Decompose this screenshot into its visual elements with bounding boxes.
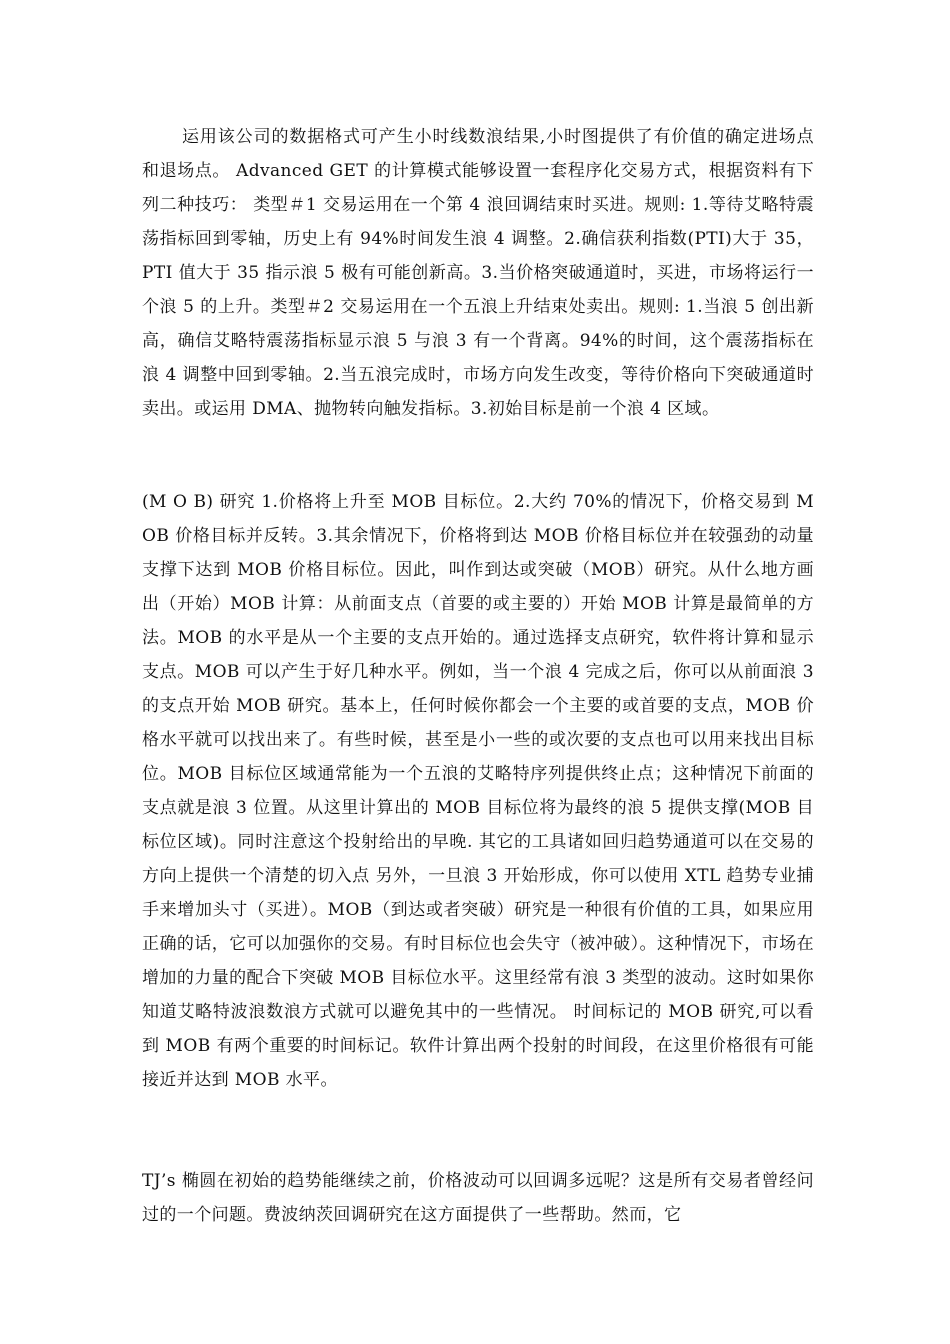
paragraph-mob-study: (M O B) 研究 1.价格将上升至 MOB 目标位。2.大约 70%的情况下，价格交易到 MOB 价格目标并反转。3.其余情况下，价格将到达 MOB 价格目标位并在较强劲的动量支撑下达到 MOB 价格目标位。因此，叫作到达或突破（MOB）研究。从什么地方画出（开始）MOB 计算：从前面支点（首要的或主要的）开始 MOB 计算是最简单的方法。MOB 的水平是从一个主要的支点开始的。通过选择支点研究，软件将计算和显示支点。MOB 可以产生于好几种水平。例如，当一个浪 4 完成之后，你可以从前面浪 3 的支点开始 MOB 研究。基本上，任何时候你都会一个主要的或首要的支点，MOB 价格水平就可以找出来了。有些时候，甚至是小一些的或次要的支点也可以用来找出目标位。MOB 目标位区域通常能为一个五浪的艾略特序列提供终止点；这种情况下前面的支点就是浪 3 位置。从这里计算出的 MOB 目标位将为最终的浪 5 提供支撑(MOB 目标位区域)。同时注意这个投射给出的早晚. 其它的工具诸如回归趋势通道可以在交易的方向上提供一个清楚的切入点 另外，一旦浪 3 开始形成，你可以使用 XTL 趋势专业捕手来增加头寸（买进）。MOB（到达或者突破）研究是一种很有价值的工具，如果应用正确的话，它可以加强你的交易。有时目标位也会失守（被冲破）。这种情况下，市场在增加的力量的配合下突破 MOB 目标位水平。这里经常有浪 3 类型的波动。这时如果你知道艾略特波浪数浪方式就可以避免其中的一些情况。 时间标记的 MOB 研究,可以看到 MOB 有两个重要的时间标记。软件计算出两个投射的时间段，在这里价格很有可能接近并达到 MOB 水平。 (142, 492, 814, 1090)
paragraph-tj-ellipse: TJ’s 椭圆在初始的趋势能继续之前，价格波动可以回调多远呢？这是所有交易者曾经问过的一个问题。费波纳茨回调研究在这方面提供了一些帮助。然而，它 (142, 1171, 814, 1225)
paragraph-advanced-get: 运用该公司的数据格式可产生小时线数浪结果,小时图提供了有价值的确定进场点和退场点。 Advanced GET 的计算模式能够设置一套程序化交易方式，根据资料有下列二种技巧： 类型＃1 交易运用在一个第 4 浪回调结束时买进。规则: 1.等待艾略特震荡指标回到零轴，历史上有 94%时间发生浪 4 调整。2.确信获利指数(PTI)大于 35，PTI 值大于 35 指示浪 5 极有可能创新高。3.当价格突破通道时，买进，市场将运行一个浪 5 的上升。类型＃2 交易运用在一个五浪上升结束处卖出。规则: 1.当浪 5 创出新高，确信艾略特震荡指标显示浪 5 与浪 3 有一个背离。94%的时间，这个震荡指标在浪 4 调整中回到零轴。2.当五浪完成时，市场方向发生改变，等待价格向下突破通道时卖出。或运用 DMA、抛物转向触发指标。3.初始目标是前一个浪 4 区域。 (142, 127, 814, 419)
